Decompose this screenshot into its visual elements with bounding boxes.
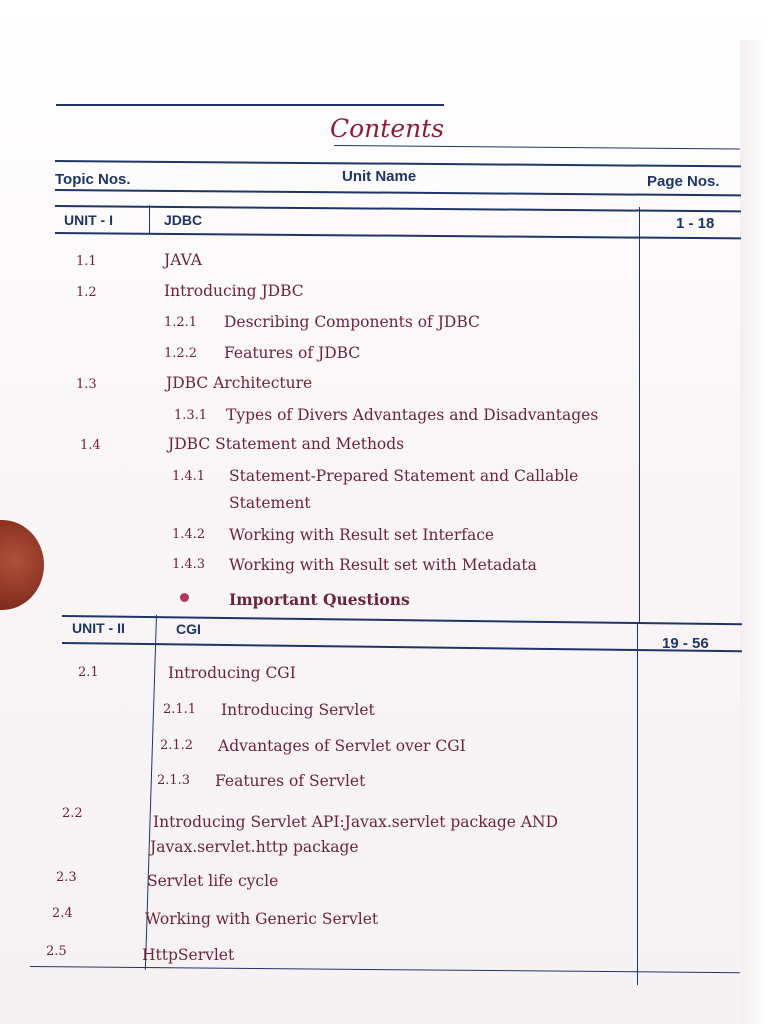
unit2-label: UNIT - II [72,620,125,636]
entry-title: Introducing Servlet API:Javax.servlet package AND [153,813,559,831]
entry-title: JAVA [164,251,202,269]
entry-number: 1.4.1 [172,469,206,484]
entry-number: 2.5 [46,944,67,959]
unit1-pages: 1 - 18 [676,215,715,232]
entry-number: 2.2 [62,806,83,821]
unit1-left-divider [149,205,150,233]
bullet-icon [180,593,189,602]
entry-title: Working with Result set with Metadata [229,556,537,574]
entry-title: Introducing JDBC [164,282,304,300]
entry-number: 2.1 [78,665,99,680]
entry-number: 1.3.1 [174,408,208,423]
unit1-label: UNIT - I [64,212,113,228]
bottom-rule [30,966,740,973]
title-rule [334,145,740,150]
entry-title: Types of Divers Advantages and Disadvantages [226,406,599,424]
header-unit-name: Unit Name [342,168,417,185]
page-title: Contents [330,114,445,143]
entry-title: Introducing CGI [168,664,296,682]
entry-number: 2.3 [56,870,77,885]
entry-title: Statement-Prepared Statement and Callable [229,467,579,485]
entry-title: Working with Result set Interface [229,526,495,544]
entry-number: 2.1.3 [157,773,191,788]
entry-title: Features of JDBC [224,344,361,362]
entry-number: 1.4 [80,438,101,453]
unit2-right-divider [637,623,638,985]
entry-title: HttpServlet [142,946,235,964]
entry-title: Introducing Servlet [221,701,375,719]
entry-number: 1.4.3 [172,557,206,572]
entry-number: 2.4 [52,906,73,921]
entry-title: Working with Generic Servlet [145,910,379,928]
entry-title: JDBC Architecture [166,374,313,392]
entry-title: Advantages of Servlet over CGI [218,737,466,755]
entry-title: JDBC Statement and Methods [168,435,405,453]
header-top-rule [55,160,741,167]
top-rule [56,104,444,106]
header-page: Page Nos. [647,173,720,190]
entry-number: 1.4.2 [172,527,206,542]
unit2-bottom-rule [62,642,742,652]
unit1-name: JDBC [164,212,203,228]
important-questions: Important Questions [229,590,410,609]
entry-title-continued: Javax.servlet.http package [150,838,359,856]
entry-number: 1.2 [76,285,97,300]
entry-number: 2.1.1 [163,702,197,717]
entry-number: 1.2.1 [164,315,198,330]
unit2-pages: 19 - 56 [662,635,709,652]
thumb [0,520,44,610]
entry-number: 1.2.2 [164,346,198,361]
unit2-name: CGI [176,621,201,637]
page-edge [740,40,768,1024]
header-bottom-rule [55,189,741,196]
unit1-right-divider [639,207,640,623]
entry-number: 2.1.2 [160,738,194,753]
header-topic: Topic Nos. [55,171,131,188]
entry-number: 1.3 [76,377,97,392]
entry-title: Describing Components of JDBC [224,313,480,331]
entry-number: 1.1 [76,254,97,269]
entry-title-continued: Statement [229,494,311,512]
entry-title: Features of Servlet [215,772,366,790]
entry-title: Servlet life cycle [147,872,279,890]
